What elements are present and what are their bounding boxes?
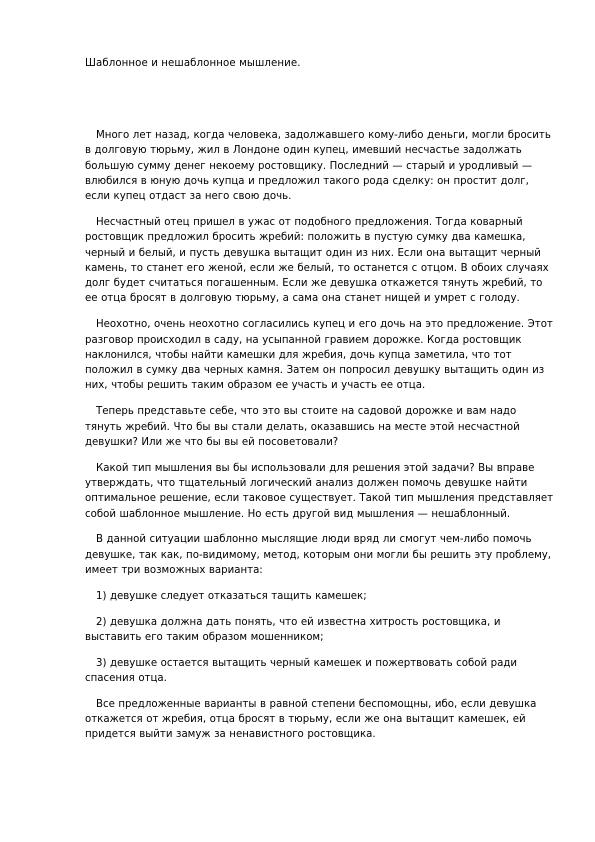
list-item-option-2: 2) девушка должна дать понять, что ей известна хитрость ростовщика, и выставить его таким образом мошенником; (85, 616, 501, 643)
paragraph-3: Неохотно, очень неохотно согласились купец и его дочь на это предложение. Этот разговор происходил в саду, на усыпанной гравием дорожке. Когда ростовщик наклонился, чтобы найти камешки для жребия, дочь купца заметила, что тот положил в сумку два черных камня. Затем он попросил девушку вытащить один из них, чтобы решить таким образом ее участь и участь ее отца. (85, 319, 553, 392)
paragraph-6: В данной ситуации шаблонно мыслящие люди вряд ли смогут чем-либо помочь девушке, так как, по-видимому, метод, которым они могли бы решить эту проблему, имеет три возможных варианта: (85, 534, 552, 576)
paragraph-4: Теперь представьте себе, что это вы стоите на садовой дорожке и вам надо тянуть жребий. Что бы вы стали делать, оказавшись на месте этой несчастной девушки? Или же что бы вы ей посоветовали? (85, 406, 520, 448)
document-title: Шаблонное и нешаблонное мышление. (85, 58, 301, 69)
paragraph-conclusion: Все предложенные варианты в равной степени беспомощны, ибо, если девушка откажется от жребия, отца бросят в тюрьму, если же она вытащит камешек, ей придется выйти замуж за ненавистного ростовщика. (85, 698, 537, 741)
list-item-option-1: 1) девушке следует отказаться тащить камешек; (96, 590, 367, 602)
paragraph-5: Какой тип мышления вы бы использовали для решения этой задачи? Вы вправе утверждать, что тщательный логический анализ должен помочь девушке найти оптимальное решение, если таковое существует. Такой тип мышления представляет собой шаблонное мышление. Но есть другой вид мышления — нешаблонный. (85, 462, 554, 520)
paragraph-2: Несчастный отец пришел в ужас от подобного предложения. Тогда коварный ростовщик предложил бросить жребий: положить в пустую сумку два камешка, черный и белый, и пусть девушка вытащит один из них. Если она вытащит черный камень, то станет его женой, если же белый, то останется с отцом. В обоих случаях долг будет считаться погашенным. Если же девушка откажется тянуть жребий, то ее отца бросят в долговую тюрьму, а сама она станет нищей и умрет с голоду. (85, 216, 549, 305)
paragraph-1: Много лет назад, когда человека, задолжавшего кому-либо деньги, могли бросить в долговую тюрьму, жил в Лондоне один купец, имевший несчастье задолжать большую сумму денег некоему ростовщику. Последний — старый и уродливый — влюбился в юную дочь купца и предложил такого рода сделку: он простит долг, если купец отдаст за него свою дочь. (85, 130, 551, 203)
list-item-option-3: 3) девушке остается вытащить черный камешек и пожертвовать собой ради спасения отца. (85, 657, 518, 684)
document-body (85, 128, 555, 753)
